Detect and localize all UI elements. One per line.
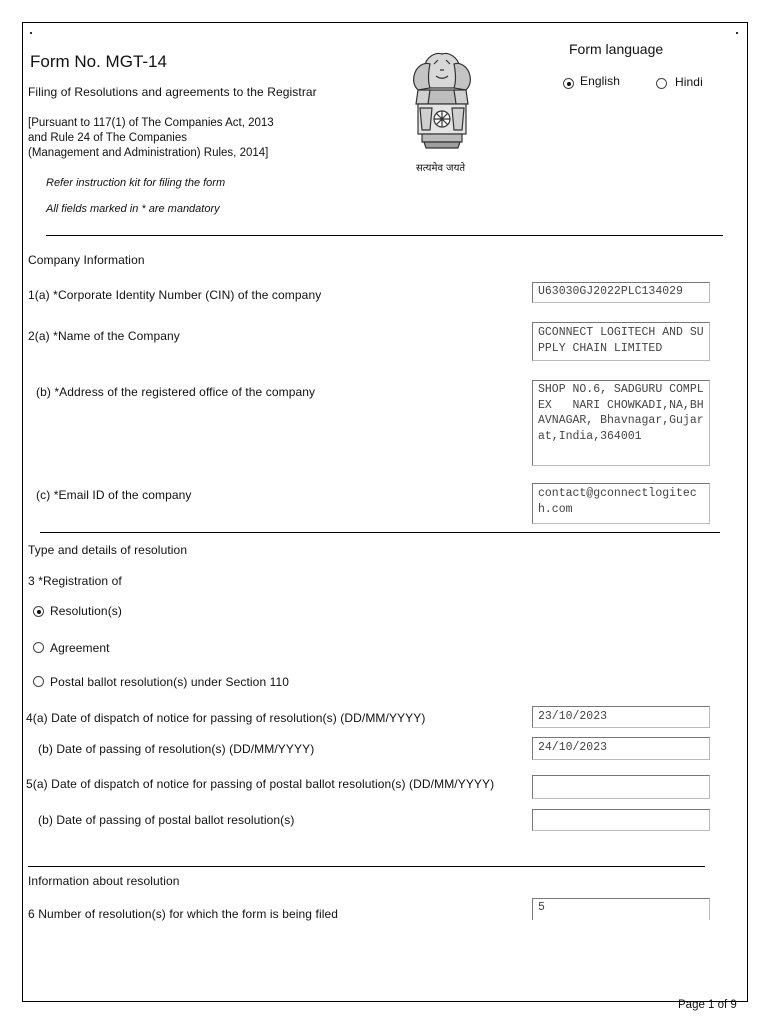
section-title-company: Company Information (28, 253, 145, 267)
radio-agreement[interactable] (33, 642, 44, 653)
divider (40, 532, 720, 533)
form-language-label: Form language (569, 41, 664, 57)
company-name-field[interactable]: GCONNECT LOGITECH AND SUPPLY CHAIN LIMITED (532, 322, 710, 361)
national-emblem (404, 46, 480, 176)
pursuant-text: [Pursuant to 117(1) of The Companies Act, 2013 and Rule 24 of The Companies (Management and Administration) Rules, 2014] (28, 117, 274, 159)
dispatch-date-field[interactable]: 23/10/2023 (532, 706, 710, 728)
divider (28, 866, 705, 867)
radio-hindi[interactable] (656, 78, 667, 89)
radio-english[interactable] (563, 78, 574, 89)
divider (46, 235, 723, 236)
form-number: Form No. MGT-14 (30, 52, 167, 71)
section-title-resolution: Type and details of resolution (28, 543, 188, 557)
passing-date-field[interactable]: 24/10/2023 (532, 737, 710, 760)
address-label: (b) *Address of the registered office of the company (36, 385, 316, 399)
corner-mark (736, 32, 738, 34)
language-hindi-label: Hindi (675, 75, 703, 89)
passing-date-label: (b) Date of passing of resolution(s) (DD/MM/YYYY) (38, 742, 315, 756)
company-name-label: 2(a) *Name of the Company (28, 329, 180, 343)
email-field[interactable]: contact@gconnectlogitech.com (532, 483, 710, 524)
cin-label: 1(a) *Corporate Identity Number (CIN) of the company (28, 288, 322, 302)
address-field[interactable]: SHOP NO.6, SADGURU COMPLEX NARI CHOWKADI,NA,BHAVNAGAR, Bhavnagar,Gujarat,India,364001 (532, 380, 710, 466)
page-number: Page 1 of 9 (678, 999, 737, 1011)
resolution-count-label: 6 Number of resolution(s) for which the form is being filed (28, 907, 339, 921)
radio-resolutions[interactable] (33, 606, 44, 617)
mandatory-note: All fields marked in * are mandatory (46, 203, 220, 215)
postal-dispatch-date-label: 5(a) Date of dispatch of notice for passing of postal ballot resolution(s) (DD/MM/YYYY) (26, 777, 495, 791)
emblem-icon (404, 46, 480, 176)
emblem-motto: सत्यमेव जयते (416, 163, 466, 174)
postal-passing-date-label: (b) Date of passing of postal ballot resolution(s) (38, 813, 295, 827)
resolution-count-field[interactable]: 5 (532, 898, 710, 920)
postal-passing-date-field[interactable] (532, 809, 710, 831)
email-label: (c) *Email ID of the company (36, 488, 192, 502)
registration-label: 3 *Registration of (28, 574, 122, 588)
dispatch-date-label: 4(a) Date of dispatch of notice for passing of resolution(s) (DD/MM/YYYY) (26, 711, 426, 725)
section-title-information: Information about resolution (28, 874, 180, 888)
form-subtitle: Filing of Resolutions and agreements to the Registrar (28, 85, 317, 99)
corner-mark (30, 32, 32, 34)
language-english-label: English (580, 74, 621, 88)
option-postal-ballot-label: Postal ballot resolution(s) under Section 110 (50, 675, 290, 689)
radio-postal-ballot[interactable] (33, 676, 44, 687)
cin-field[interactable]: U63030GJ2022PLC134029 (532, 282, 710, 303)
postal-dispatch-date-field[interactable] (532, 775, 710, 799)
option-agreement-label: Agreement (50, 641, 110, 655)
instruction-kit-note: Refer instruction kit for filing the form (46, 177, 226, 189)
option-resolutions-label: Resolution(s) (50, 604, 122, 618)
